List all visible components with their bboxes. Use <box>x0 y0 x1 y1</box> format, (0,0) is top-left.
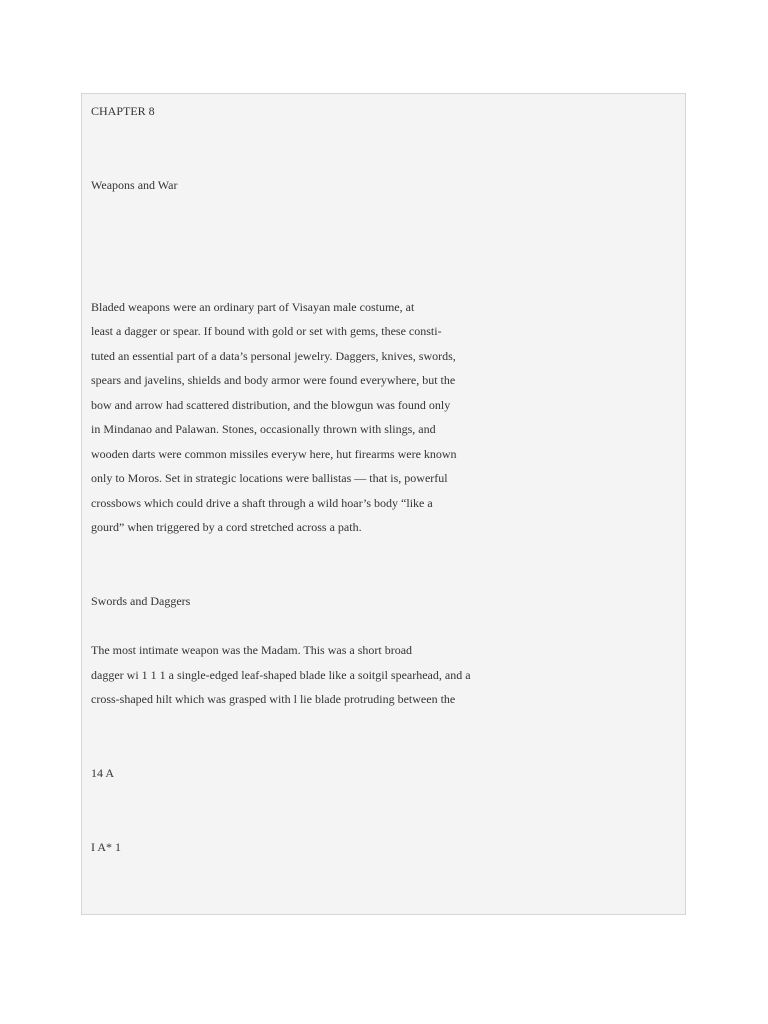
paragraph-line: crossbows which could drive a shaft through a wild hoar’s body “like a <box>91 496 433 510</box>
paragraph-line: dagger wi 1 1 1 a single-edged leaf-shaped blade like a soitgil spearhead, and a <box>91 668 471 682</box>
paragraph-line: wooden darts were common missiles everyw here, hut firearms were known <box>91 447 457 461</box>
chapter-title: Weapons and War <box>91 178 178 192</box>
paragraph-line: only to Moros. Set in strategic locations were ballistas — that is, powerful <box>91 471 448 485</box>
paragraph-line: cross-shaped hilt which was grasped with l lie blade protruding between the <box>91 692 456 706</box>
chapter-label: CHAPTER 8 <box>91 104 155 118</box>
page-footer-text: 14 A <box>91 766 115 780</box>
document-page <box>81 93 686 915</box>
paragraph-line: The most intimate weapon was the Madam. This was a short broad <box>91 643 413 657</box>
paragraph-line: Bladed weapons were an ordinary part of Visayan male costume, at <box>91 300 415 314</box>
paragraph-line: least a dagger or spear. If bound with gold or set with gems, these consti- <box>91 324 442 338</box>
section-heading: Swords and Daggers <box>91 594 191 608</box>
paragraph-line: gourd” when triggered by a cord stretched across a path. <box>91 520 362 534</box>
paragraph-line: bow and arrow had scattered distribution, and the blowgun was found only <box>91 398 451 412</box>
paragraph-line: tuted an essential part of a data’s personal jewelry. Daggers, knives, swords, <box>91 349 456 363</box>
paragraph-line: in Mindanao and Palawan. Stones, occasionally thrown with slings, and <box>91 422 436 436</box>
page-footer-text: I A* 1 <box>91 840 121 854</box>
paragraph-line: spears and javelins, shields and body armor were found everywhere, but the <box>91 373 456 387</box>
